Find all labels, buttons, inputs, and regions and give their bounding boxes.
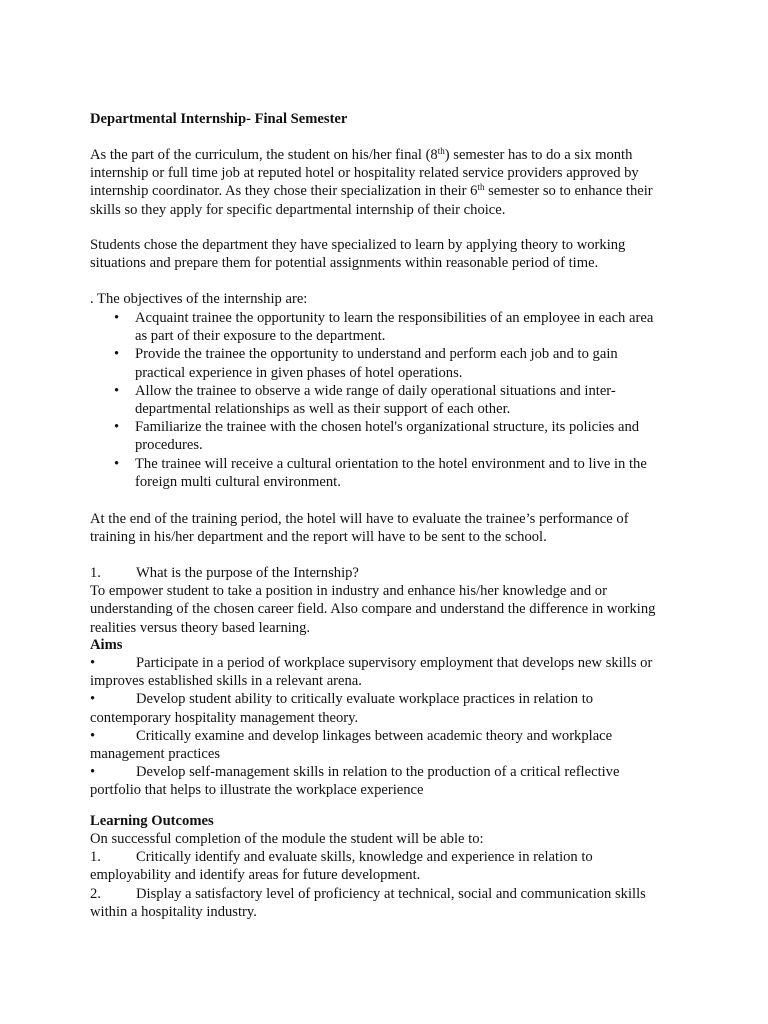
list-item-text: Critically identify and evaluate skills, knowledge and experience in relation to xyxy=(136,849,593,866)
intro-paragraph xyxy=(90,146,690,219)
list-item-text: Develop self-management skills in relation to the production of a critical reflective xyxy=(136,764,620,781)
list-item-text: management practices xyxy=(90,746,221,763)
list-item-text: departmental relationships as well as their support of each other. xyxy=(135,401,511,418)
list-number: 2. xyxy=(90,885,101,902)
list-item-text: within a hospitality industry. xyxy=(90,903,257,920)
paragraph-text: To empower student to take a position in industry and enhance his/her knowledge and or xyxy=(90,583,607,600)
list-item-text: as part of their exposure to the department. xyxy=(135,328,386,345)
paragraph-text: . The objectives of the internship are: xyxy=(90,291,308,307)
intro-text: semester so to enhance their xyxy=(484,183,653,200)
evaluation-paragraph xyxy=(90,510,690,546)
bullet-icon: • xyxy=(90,655,96,671)
list-item-text: Allow the trainee to observe a wide range of daily operational situations and inter- xyxy=(135,382,616,399)
list-item-text: procedures. xyxy=(135,437,203,454)
list-item-text: contemporary hospitality management theory. xyxy=(90,709,359,726)
department-paragraph xyxy=(90,236,690,272)
list-item-text: Familiarize the trainee with the chosen hotel's organizational structure, its policies and xyxy=(135,419,640,436)
list-item-text: Develop student ability to critically evaluate workplace practices in relation to xyxy=(136,691,594,708)
paragraph-text: On successful completion of the module the student will be able to: xyxy=(90,831,484,847)
list-item xyxy=(90,727,690,763)
list-item-text: Provide the trainee the opportunity to understand and perform each job and to gain xyxy=(135,346,618,363)
list-item xyxy=(90,309,690,345)
list-item-text: improves established skills in a relevant arena. xyxy=(90,673,362,690)
list-item xyxy=(90,382,690,418)
paragraph-text: At the end of the training period, the hotel will have to evaluate the trainee’s performance of xyxy=(90,511,629,527)
list-item xyxy=(90,848,690,884)
paragraph-text: situations and prepare them for potential assignments within reasonable period of time. xyxy=(90,255,599,272)
list-item-text: portfolio that helps to illustrate the workplace experience xyxy=(90,782,424,799)
learning-outcomes-heading: Learning Outcomes xyxy=(90,813,214,829)
objectives-intro xyxy=(90,290,690,308)
aims-list xyxy=(90,654,690,800)
paragraph-text: training in his/her department and the report will have to be sent to the school. xyxy=(90,529,547,546)
question-text: What is the purpose of the Internship? xyxy=(136,565,359,581)
purpose-question xyxy=(90,564,690,582)
list-item xyxy=(90,690,690,726)
list-item xyxy=(90,763,690,799)
list-item-text: Display a satisfactory level of proficiency at technical, social and communication skills xyxy=(136,885,646,902)
list-item xyxy=(90,345,690,381)
list-item-text: Critically examine and develop linkages between academic theory and workplace xyxy=(136,727,613,744)
list-item xyxy=(90,418,690,454)
bullet-icon: • xyxy=(114,419,120,436)
list-item-text: Participate in a period of workplace supervisory employment that develops new skills or xyxy=(136,655,653,671)
bullet-icon: • xyxy=(90,691,96,708)
list-item-text: foreign multi cultural environment. xyxy=(135,473,341,490)
bullet-icon: • xyxy=(114,382,120,399)
superscript: th xyxy=(437,146,445,156)
aims-heading: Aims xyxy=(90,637,123,653)
intro-text: ) semester has to do a six month xyxy=(444,147,633,163)
list-item xyxy=(90,885,690,921)
list-number: 1. xyxy=(90,565,101,581)
document-title: Departmental Internship- Final Semester xyxy=(90,111,348,127)
intro-text: internship coordinator. As they chose their specialization in their 6 xyxy=(90,183,478,200)
learning-outcomes-section xyxy=(90,830,690,921)
paragraph-text: understanding of the chosen career field. Also compare and understand the difference in working xyxy=(90,601,656,618)
list-item-text: employability and identify areas for future development. xyxy=(90,867,421,884)
list-item-text: Acquaint trainee the opportunity to learn the responsibilities of an employee in each area xyxy=(135,310,654,326)
bullet-icon: • xyxy=(90,764,96,781)
paragraph-text: realities versus theory based learning. xyxy=(90,619,311,636)
bullet-icon: • xyxy=(90,727,96,744)
list-item xyxy=(90,455,690,491)
intro-text: skills so they apply for specific departmental internship of their choice. xyxy=(90,201,506,218)
list-item-text: The trainee will receive a cultural orientation to the hotel environment and to live in the xyxy=(135,455,647,472)
list-number: 1. xyxy=(90,849,101,866)
paragraph-text: Students chose the department they have specialized to learn by applying theory to working xyxy=(90,237,626,253)
list-item xyxy=(90,654,690,690)
bullet-icon: • xyxy=(114,310,120,326)
bullet-icon: • xyxy=(114,455,120,472)
objectives-list xyxy=(90,309,690,491)
superscript: th xyxy=(477,182,485,193)
purpose-section xyxy=(90,564,690,637)
intro-text: As the part of the curriculum, the student on his/her final (8 xyxy=(90,147,438,163)
bullet-icon: • xyxy=(114,346,120,363)
list-item-text: practical experience in given phases of hotel operations. xyxy=(135,364,463,381)
intro-text: internship or full time job at reputed hotel or hospitality related service providers approved by xyxy=(90,165,639,182)
